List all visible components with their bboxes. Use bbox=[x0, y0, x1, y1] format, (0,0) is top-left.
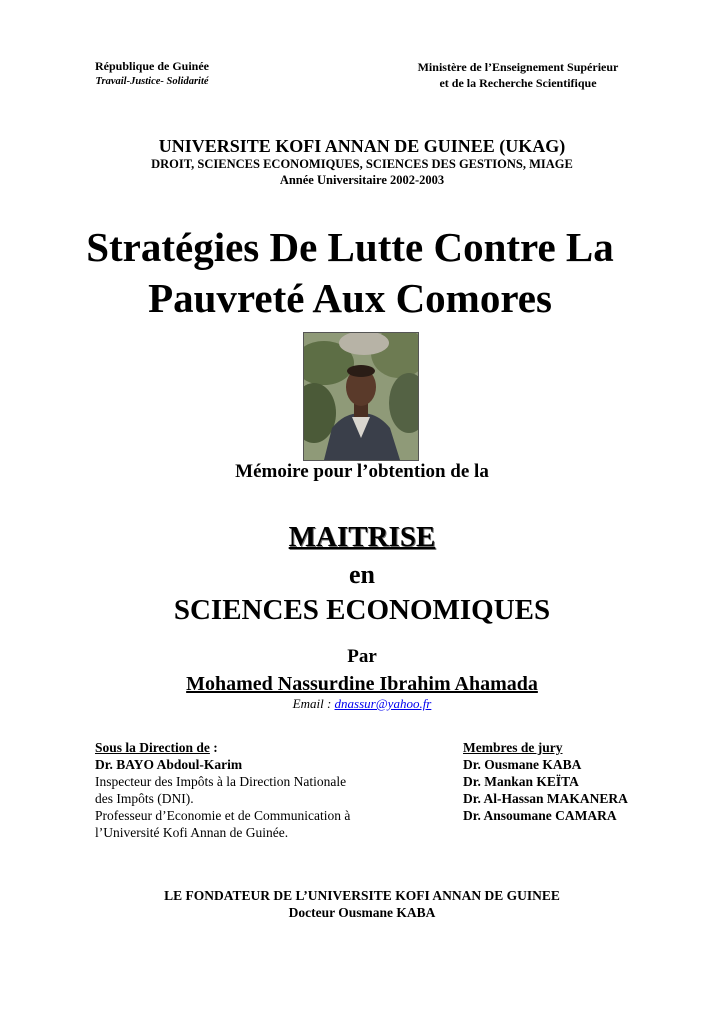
author-email-line bbox=[0, 696, 724, 712]
jury-block bbox=[463, 739, 703, 824]
director-title-line-3: Professeur d’Economie et de Communication à bbox=[95, 808, 351, 823]
email-link[interactable]: dnassur@yahoo.fr bbox=[334, 696, 432, 711]
email-label: Email : bbox=[292, 696, 332, 711]
country-name: République de Guinée bbox=[94, 59, 210, 73]
academic-year: Année Universitaire 2002-2003 bbox=[279, 173, 445, 187]
ministry-line-2: et de la Recherche Scientifique bbox=[439, 76, 597, 90]
director-title-line-4: l’Université Kofi Annan de Guinée. bbox=[95, 825, 289, 840]
faculty-list: DROIT, SCIENCES ECONOMIQUES, SCIENCES DES GESTIONS, MIAGE bbox=[151, 157, 573, 171]
thesis-title-line-2: Pauvreté Aux Comores bbox=[148, 275, 552, 321]
jury-member: Dr. Al-Hassan MAKANERA bbox=[463, 791, 628, 806]
director-name: Dr. BAYO Abdoul-Karim bbox=[95, 757, 243, 772]
author-name-line bbox=[0, 671, 724, 697]
jury-member: Dr. Mankan KEÏTA bbox=[463, 774, 579, 789]
university-name: UNIVERSITE KOFI ANNAN DE GUINEE (UKAG) bbox=[158, 136, 566, 156]
director-title-line-1: Inspecteur des Impôts à la Direction Nationale bbox=[95, 774, 347, 789]
jury-heading: Membres de jury bbox=[463, 740, 563, 755]
header-right bbox=[380, 59, 656, 91]
author-photo bbox=[303, 332, 419, 461]
director-title-line-2: des Impôts (DNI). bbox=[95, 791, 194, 806]
author-par: Par bbox=[347, 646, 377, 667]
jury-member: Dr. Ousmane KABA bbox=[463, 757, 582, 772]
degree-title bbox=[0, 521, 724, 553]
country-motto: Travail-Justice- Solidarité bbox=[95, 76, 209, 87]
degree-en: en bbox=[349, 560, 375, 589]
thesis-title bbox=[40, 222, 660, 324]
ministry-line-1: Ministère de l’Enseignement Supérieur bbox=[417, 60, 619, 74]
memoire-statement: Mémoire pour l’obtention de la bbox=[235, 461, 489, 482]
direction-heading: Sous la Direction de bbox=[95, 740, 210, 755]
header-left bbox=[62, 59, 242, 89]
degree-field: SCIENCES ECONOMIQUES bbox=[173, 594, 551, 626]
degree-maitrise: MAITRISE bbox=[288, 521, 436, 553]
founder-line-2: Docteur Ousmane KABA bbox=[288, 905, 436, 920]
direction-block bbox=[95, 739, 415, 841]
direction-heading-colon: : bbox=[209, 740, 218, 755]
author-name: Mohamed Nassurdine Ibrahim Ahamada bbox=[186, 673, 538, 695]
thesis-title-line-1: Stratégies De Lutte Contre La bbox=[86, 224, 614, 270]
founder-line-1: LE FONDATEUR DE L’UNIVERSITE KOFI ANNAN DE GUINEE bbox=[164, 888, 560, 903]
author-portrait-image bbox=[304, 333, 418, 460]
direction-heading-line bbox=[95, 739, 415, 756]
jury-member: Dr. Ansoumane CAMARA bbox=[463, 808, 617, 823]
